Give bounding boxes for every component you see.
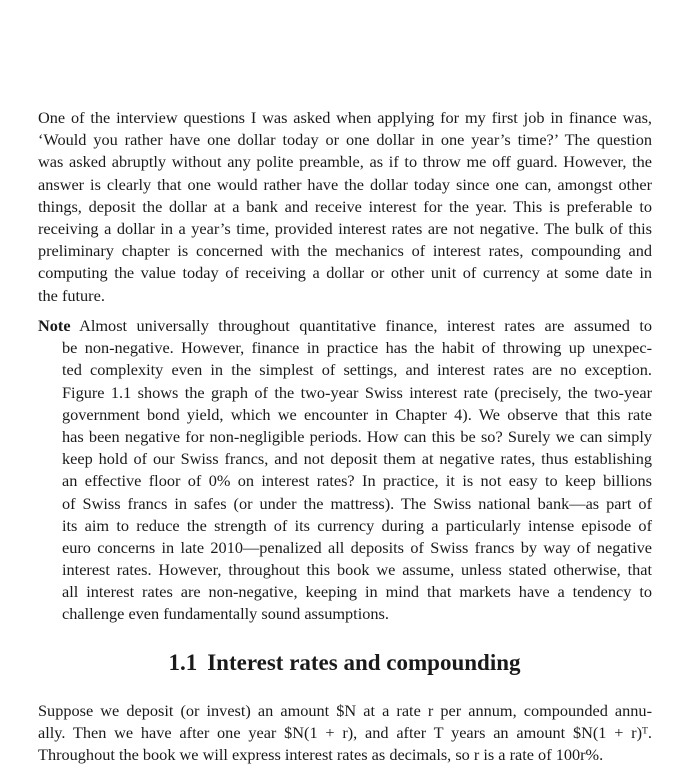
text-line: of Swiss francs in safes (or under the mattress). The Swiss national bank—as part of xyxy=(62,493,652,513)
text-line: an effective floor of 0% on interest rates? In practice, it is not easy to keep billions xyxy=(62,471,652,491)
text-line: preliminary chapter is concerned with the mechanics of interest rates, compounding and xyxy=(38,241,652,261)
note-paragraph xyxy=(38,315,652,626)
text-line: has been negative for non-negligible periods. How can this be so? Surely we can simply xyxy=(62,426,652,446)
section-title: Interest rates and compounding xyxy=(207,650,521,675)
text-line: receiving a dollar in a year’s time, provided interest rates are not negative. The bulk of this xyxy=(38,218,652,238)
text-line: ally. Then we have after one year $N(1 + r), and after T years an amount $N(1 + r)ᵀ. xyxy=(38,723,652,743)
text-line: challenge even fundamentally sound assumptions. xyxy=(62,604,389,624)
section-heading xyxy=(0,650,689,676)
text-line: the future. xyxy=(38,285,105,305)
text-line: things, deposit the dollar at a bank and receive interest for the year. This is preferable to xyxy=(38,196,652,216)
text-line: computing the value today of receiving a dollar or other unit of currency at some date in xyxy=(38,263,652,283)
note-text: Almost universally throughout quantitative finance, interest rates are assumed to xyxy=(79,316,653,335)
text-line: euro concerns in late 2010—penalized all deposits of Swiss francs by way of negative xyxy=(62,537,652,557)
section-number: 1.1 xyxy=(168,650,198,675)
text-line: be non-negative. However, finance in practice has the habit of throwing up unexpec- xyxy=(62,338,652,358)
intro-paragraph xyxy=(38,107,652,307)
text-line: Suppose we deposit (or invest) an amount $N at a rate r per annum, compounded annu- xyxy=(38,701,652,720)
text-line: Figure 1.1 shows the graph of the two-year Swiss interest rate (precisely, the two-year xyxy=(62,382,652,402)
text-line: ‘Would you rather have one dollar today or one dollar in one year’s time?’ The question xyxy=(38,130,652,150)
text-line: Throughout the book we will express interest rates as decimals, so r is a rate of 100r%. xyxy=(38,745,604,765)
text-line: was asked abruptly without any polite preamble, as if to throw me off guard. However, the xyxy=(38,152,652,172)
text-line: keep hold of our Swiss francs, and not deposit them at negative rates, thus establishing xyxy=(62,449,652,469)
text-line: interest rates. However, throughout this book we assume, unless stated otherwise, that xyxy=(62,560,652,580)
text-line: its aim to reduce the strength of its currency during a particularly intense episode of xyxy=(62,515,652,535)
compounding-paragraph xyxy=(38,700,652,767)
text-line: ted complexity even in the simplest of settings, and interest rates are no exception. xyxy=(62,360,652,380)
note-label: Note xyxy=(38,316,71,335)
text-line: government bond yield, which we encounter in Chapter 4). We observe that this rate xyxy=(62,404,652,424)
text-line: One of the interview questions I was asked when applying for my first job in finance was, xyxy=(38,108,652,127)
text-line: all interest rates are non-negative, keeping in mind that markets have a tendency to xyxy=(62,582,652,602)
note-first-line xyxy=(38,315,652,337)
text-line: answer is clearly that one would rather have the dollar today since one can, amongst other xyxy=(38,174,652,194)
